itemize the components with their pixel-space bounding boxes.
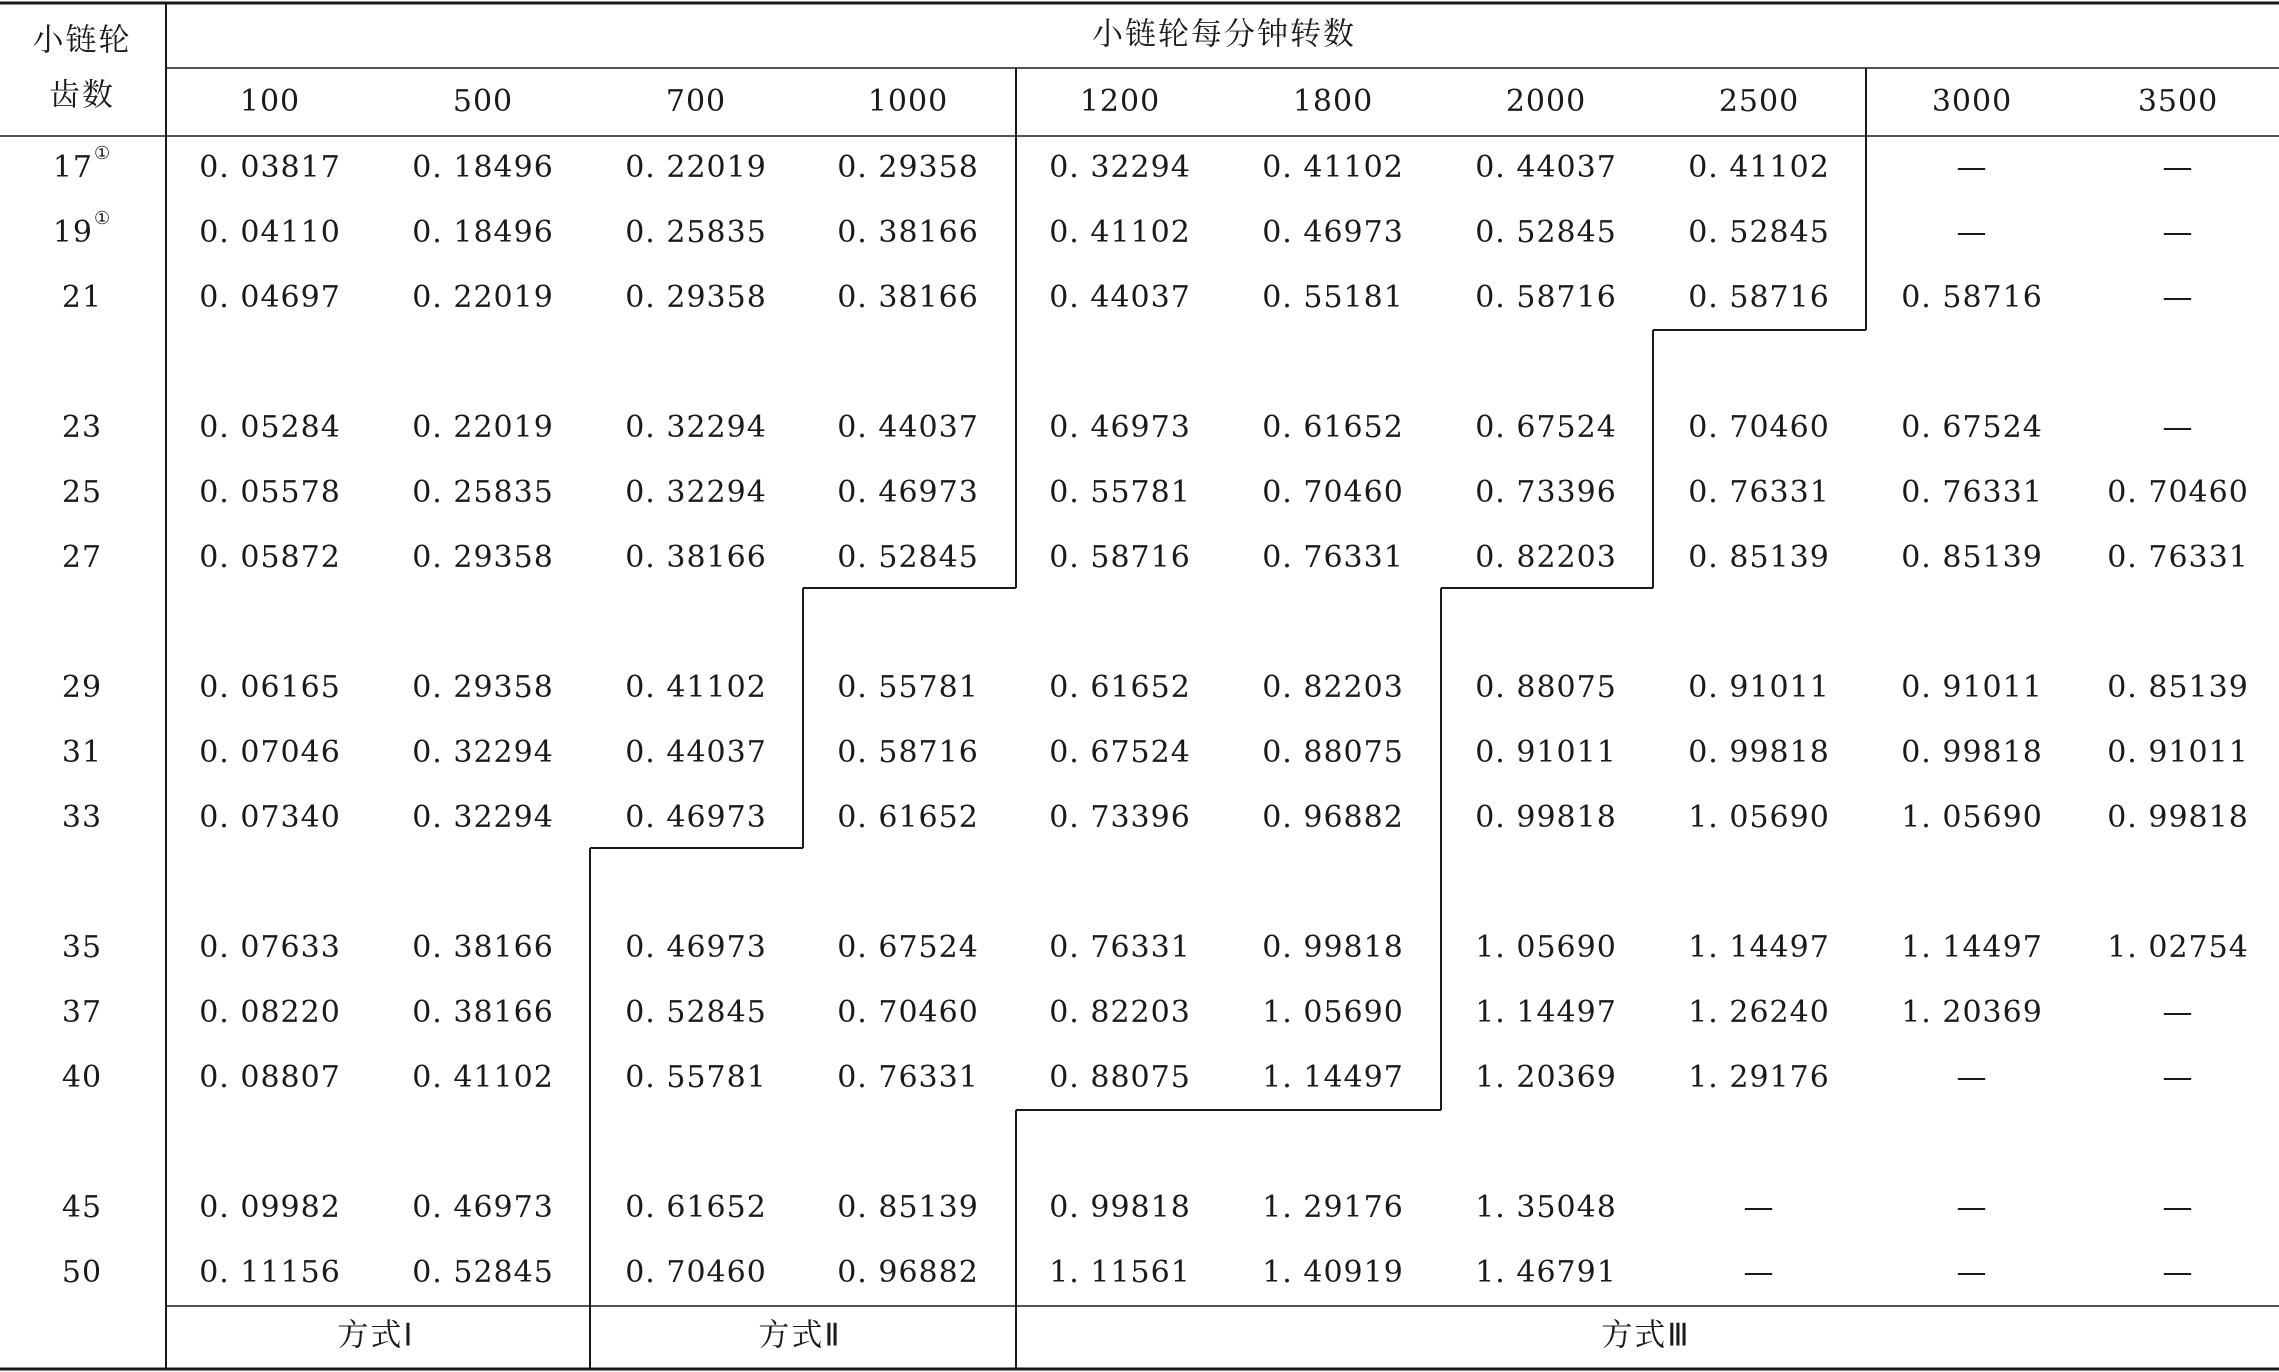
- cell-r45-c3000: —: [1956, 1190, 1988, 1225]
- cell-r35-c1800: 0. 99818: [1262, 930, 1404, 965]
- cell-r27-c100: 0. 05872: [199, 540, 341, 575]
- cell-r45-c2000: 1. 35048: [1475, 1190, 1617, 1225]
- teeth-count: 29: [61, 670, 103, 705]
- cell-r45-c1000: 0. 85139: [837, 1190, 979, 1225]
- cell-r19-c3000: —: [1956, 215, 1988, 250]
- cell-r45-c700: 0. 61652: [625, 1190, 767, 1225]
- cell-r29-c3000: 0. 91011: [1901, 670, 2043, 705]
- cell-r29-c2000: 0. 88075: [1475, 670, 1617, 705]
- cell-r50-c500: 0. 52845: [412, 1255, 554, 1290]
- cell-r19-c500: 0. 18496: [412, 215, 554, 250]
- row-label-teeth-23: [61, 410, 103, 445]
- cell-r17-c3500: —: [2162, 150, 2194, 185]
- cell-r27-c3000: 0. 85139: [1901, 540, 2043, 575]
- cell-r37-c2500: 1. 26240: [1688, 995, 1830, 1030]
- cell-r37-c3000: 1. 20369: [1901, 995, 2043, 1030]
- cell-r23-c3000: 0. 67524: [1901, 410, 2043, 445]
- cell-r23-c100: 0. 05284: [199, 410, 341, 445]
- cell-r17-c1200: 0. 32294: [1049, 150, 1191, 185]
- cell-r35-c100: 0. 07633: [199, 930, 341, 965]
- cell-r23-c1800: 0. 61652: [1262, 410, 1404, 445]
- cell-r21-c1800: 0. 55181: [1262, 280, 1404, 315]
- cell-r17-c700: 0. 22019: [625, 150, 767, 185]
- cell-r45-c2500: —: [1743, 1190, 1775, 1225]
- cell-r25-c3000: 0. 76331: [1901, 475, 2043, 510]
- cell-r35-c1000: 0. 67524: [837, 930, 979, 965]
- rpm-header-100: 100: [239, 84, 301, 119]
- cell-r31-c1200: 0. 67524: [1049, 735, 1191, 770]
- cell-r33-c2500: 1. 05690: [1688, 800, 1830, 835]
- rpm-header-1000: 1000: [867, 84, 949, 119]
- cell-r29-c3500: 0. 85139: [2107, 670, 2249, 705]
- rpm-header-3500: 3500: [2137, 84, 2219, 119]
- cell-r17-c100: 0. 03817: [199, 150, 341, 185]
- cell-r31-c2500: 0. 99818: [1688, 735, 1830, 770]
- teeth-count: 21: [61, 280, 103, 315]
- cell-r35-c500: 0. 38166: [412, 930, 554, 965]
- cell-r29-c500: 0. 29358: [412, 670, 554, 705]
- row-label-teeth-35: [61, 930, 103, 965]
- rpm-header-1800: 1800: [1292, 84, 1374, 119]
- cell-r35-c700: 0. 46973: [625, 930, 767, 965]
- cell-r21-c100: 0. 04697: [199, 280, 341, 315]
- row-label-teeth-50: [61, 1255, 103, 1290]
- row-label-teeth-31: [61, 735, 103, 770]
- cell-r25-c500: 0. 25835: [412, 475, 554, 510]
- cell-r50-c1800: 1. 40919: [1262, 1255, 1404, 1290]
- rpm-header-500: 500: [452, 84, 514, 119]
- row-label-teeth-27: [61, 540, 103, 575]
- cell-r25-c2000: 0. 73396: [1475, 475, 1617, 510]
- rowhead-line-2: 齿数: [49, 77, 115, 114]
- cell-r31-c3000: 0. 99818: [1901, 735, 2043, 770]
- cell-r40-c2500: 1. 29176: [1688, 1060, 1830, 1095]
- footnote-marker: ①: [94, 208, 112, 229]
- cell-r37-c2000: 1. 14497: [1475, 995, 1617, 1030]
- cell-r33-c2000: 0. 99818: [1475, 800, 1617, 835]
- cell-r40-c100: 0. 08807: [199, 1060, 341, 1095]
- teeth-count: 35: [61, 930, 103, 965]
- cell-r17-c1800: 0. 41102: [1262, 150, 1404, 185]
- cell-r27-c500: 0. 29358: [412, 540, 554, 575]
- cell-r19-c1800: 0. 46973: [1262, 215, 1404, 250]
- row-label-teeth-19: [52, 208, 112, 250]
- cell-r25-c3500: 0. 70460: [2107, 475, 2249, 510]
- cell-r21-c3500: —: [2162, 280, 2194, 315]
- cell-r31-c500: 0. 32294: [412, 735, 554, 770]
- cell-r37-c1800: 1. 05690: [1262, 995, 1404, 1030]
- cell-r37-c1000: 0. 70460: [837, 995, 979, 1030]
- teeth-count: 40: [61, 1060, 103, 1095]
- cell-r37-c1200: 0. 82203: [1049, 995, 1191, 1030]
- cell-r23-c1000: 0. 44037: [837, 410, 979, 445]
- cell-r50-c1000: 0. 96882: [837, 1255, 979, 1290]
- cell-r17-c500: 0. 18496: [412, 150, 554, 185]
- cell-r31-c1800: 0. 88075: [1262, 735, 1404, 770]
- rpm-header-1200: 1200: [1079, 84, 1161, 119]
- cell-r27-c1800: 0. 76331: [1262, 540, 1404, 575]
- cell-r21-c700: 0. 29358: [625, 280, 767, 315]
- cell-r40-c1200: 0. 88075: [1049, 1060, 1191, 1095]
- cell-r29-c1200: 0. 61652: [1049, 670, 1191, 705]
- cell-r25-c100: 0. 05578: [199, 475, 341, 510]
- cell-r50-c700: 0. 70460: [625, 1255, 767, 1290]
- cell-r45-c1800: 1. 29176: [1262, 1190, 1404, 1225]
- cell-r23-c3500: —: [2162, 410, 2194, 445]
- mode-1-label: 方式Ⅰ: [337, 1317, 415, 1354]
- cell-r21-c1200: 0. 44037: [1049, 280, 1191, 315]
- cell-r40-c3500: —: [2162, 1060, 2194, 1095]
- row-label-teeth-21: [61, 280, 103, 315]
- cell-r23-c2000: 0. 67524: [1475, 410, 1617, 445]
- row-label-teeth-25: [61, 475, 103, 510]
- cell-r37-c100: 0. 08220: [199, 995, 341, 1030]
- row-label-teeth-45: [61, 1190, 103, 1225]
- cell-r45-c500: 0. 46973: [412, 1190, 554, 1225]
- mode-2-label: 方式Ⅱ: [758, 1317, 842, 1354]
- cell-r33-c500: 0. 32294: [412, 800, 554, 835]
- row-label-teeth-17: [52, 143, 112, 185]
- cell-r50-c3500: —: [2162, 1255, 2194, 1290]
- cell-r25-c2500: 0. 76331: [1688, 475, 1830, 510]
- teeth-count: 17: [52, 150, 94, 185]
- rpm-header-3000: 3000: [1931, 84, 2013, 119]
- footnote-marker: ①: [94, 143, 112, 164]
- cell-r27-c700: 0. 38166: [625, 540, 767, 575]
- cell-r37-c500: 0. 38166: [412, 995, 554, 1030]
- row-label-teeth-37: [61, 995, 103, 1030]
- cell-r23-c500: 0. 22019: [412, 410, 554, 445]
- cell-r33-c3500: 0. 99818: [2107, 800, 2249, 835]
- rpm-header-700: 700: [665, 84, 727, 119]
- cell-r27-c1200: 0. 58716: [1049, 540, 1191, 575]
- rpm-header-2500: 2500: [1718, 84, 1800, 119]
- cell-r29-c2500: 0. 91011: [1688, 670, 1830, 705]
- cell-r31-c3500: 0. 91011: [2107, 735, 2249, 770]
- cell-r21-c2000: 0. 58716: [1475, 280, 1617, 315]
- cell-r33-c100: 0. 07340: [199, 800, 341, 835]
- cell-r33-c1800: 0. 96882: [1262, 800, 1404, 835]
- cell-r29-c1800: 0. 82203: [1262, 670, 1404, 705]
- teeth-count: 27: [61, 540, 103, 575]
- cell-r50-c1200: 1. 11561: [1049, 1255, 1191, 1290]
- cell-r17-c3000: —: [1956, 150, 1988, 185]
- mode-3-label: 方式Ⅲ: [1601, 1317, 1691, 1354]
- cell-r21-c500: 0. 22019: [412, 280, 554, 315]
- cell-r50-c2000: 1. 46791: [1475, 1255, 1617, 1290]
- cell-r21-c2500: 0. 58716: [1688, 280, 1830, 315]
- cell-r17-c2500: 0. 41102: [1688, 150, 1830, 185]
- teeth-count: 25: [61, 475, 103, 510]
- cell-r33-c1000: 0. 61652: [837, 800, 979, 835]
- cell-r35-c2000: 1. 05690: [1475, 930, 1617, 965]
- row-label-teeth-29: [61, 670, 103, 705]
- cell-r23-c2500: 0. 70460: [1688, 410, 1830, 445]
- cell-r35-c3000: 1. 14497: [1901, 930, 2043, 965]
- cell-r33-c700: 0. 46973: [625, 800, 767, 835]
- rpm-span-title: 小链轮每分钟转数: [1092, 16, 1356, 53]
- row-label-teeth-40: [61, 1060, 103, 1095]
- cell-r31-c100: 0. 07046: [199, 735, 341, 770]
- cell-r27-c2000: 0. 82203: [1475, 540, 1617, 575]
- cell-r27-c2500: 0. 85139: [1688, 540, 1830, 575]
- teeth-count: 31: [61, 735, 103, 770]
- teeth-count: 23: [61, 410, 103, 445]
- cell-r25-c1000: 0. 46973: [837, 475, 979, 510]
- cell-r40-c700: 0. 55781: [625, 1060, 767, 1095]
- cell-r23-c1200: 0. 46973: [1049, 410, 1191, 445]
- cell-r19-c2000: 0. 52845: [1475, 215, 1617, 250]
- cell-r35-c3500: 1. 02754: [2107, 930, 2249, 965]
- cell-r50-c3000: —: [1956, 1255, 1988, 1290]
- teeth-count: 50: [61, 1255, 103, 1290]
- cell-r19-c1000: 0. 38166: [837, 215, 979, 250]
- cell-r21-c1000: 0. 38166: [837, 280, 979, 315]
- cell-r31-c2000: 0. 91011: [1475, 735, 1617, 770]
- teeth-count: 45: [61, 1190, 103, 1225]
- cell-r50-c2500: —: [1743, 1255, 1775, 1290]
- cell-r33-c3000: 1. 05690: [1901, 800, 2043, 835]
- cell-r17-c1000: 0. 29358: [837, 150, 979, 185]
- cell-r27-c1000: 0. 52845: [837, 540, 979, 575]
- cell-r27-c3500: 0. 76331: [2107, 540, 2249, 575]
- cell-r29-c100: 0. 06165: [199, 670, 341, 705]
- cell-r29-c1000: 0. 55781: [837, 670, 979, 705]
- cell-r40-c1000: 0. 76331: [837, 1060, 979, 1095]
- cell-r45-c1200: 0. 99818: [1049, 1190, 1191, 1225]
- cell-r40-c500: 0. 41102: [412, 1060, 554, 1095]
- cell-r31-c1000: 0. 58716: [837, 735, 979, 770]
- cell-r45-c3500: —: [2162, 1190, 2194, 1225]
- cell-r19-c1200: 0. 41102: [1049, 215, 1191, 250]
- teeth-count: 37: [61, 995, 103, 1030]
- cell-r45-c100: 0. 09982: [199, 1190, 341, 1225]
- teeth-count: 19: [52, 215, 94, 250]
- cell-r35-c1200: 0. 76331: [1049, 930, 1191, 965]
- cell-r17-c2000: 0. 44037: [1475, 150, 1617, 185]
- cell-r40-c2000: 1. 20369: [1475, 1060, 1617, 1095]
- cell-r40-c1800: 1. 14497: [1262, 1060, 1404, 1095]
- cell-r29-c700: 0. 41102: [625, 670, 767, 705]
- cell-r19-c3500: —: [2162, 215, 2194, 250]
- cell-r40-c3000: —: [1956, 1060, 1988, 1095]
- rowhead-line-1: 小链轮: [32, 22, 132, 59]
- cell-r50-c100: 0. 11156: [199, 1255, 341, 1290]
- cell-r37-c700: 0. 52845: [625, 995, 767, 1030]
- cell-r21-c3000: 0. 58716: [1901, 280, 2043, 315]
- cell-r19-c700: 0. 25835: [625, 215, 767, 250]
- cell-r23-c700: 0. 32294: [625, 410, 767, 445]
- cell-r31-c700: 0. 44037: [625, 735, 767, 770]
- cell-r33-c1200: 0. 73396: [1049, 800, 1191, 835]
- row-label-teeth-33: [61, 800, 103, 835]
- cell-r19-c100: 0. 04110: [199, 215, 341, 250]
- cell-r25-c1200: 0. 55781: [1049, 475, 1191, 510]
- cell-r25-c700: 0. 32294: [625, 475, 767, 510]
- rpm-header-2000: 2000: [1505, 84, 1587, 119]
- cell-r25-c1800: 0. 70460: [1262, 475, 1404, 510]
- cell-r35-c2500: 1. 14497: [1688, 930, 1830, 965]
- cell-r19-c2500: 0. 52845: [1688, 215, 1830, 250]
- teeth-count: 33: [61, 800, 103, 835]
- cell-r37-c3500: —: [2162, 995, 2194, 1030]
